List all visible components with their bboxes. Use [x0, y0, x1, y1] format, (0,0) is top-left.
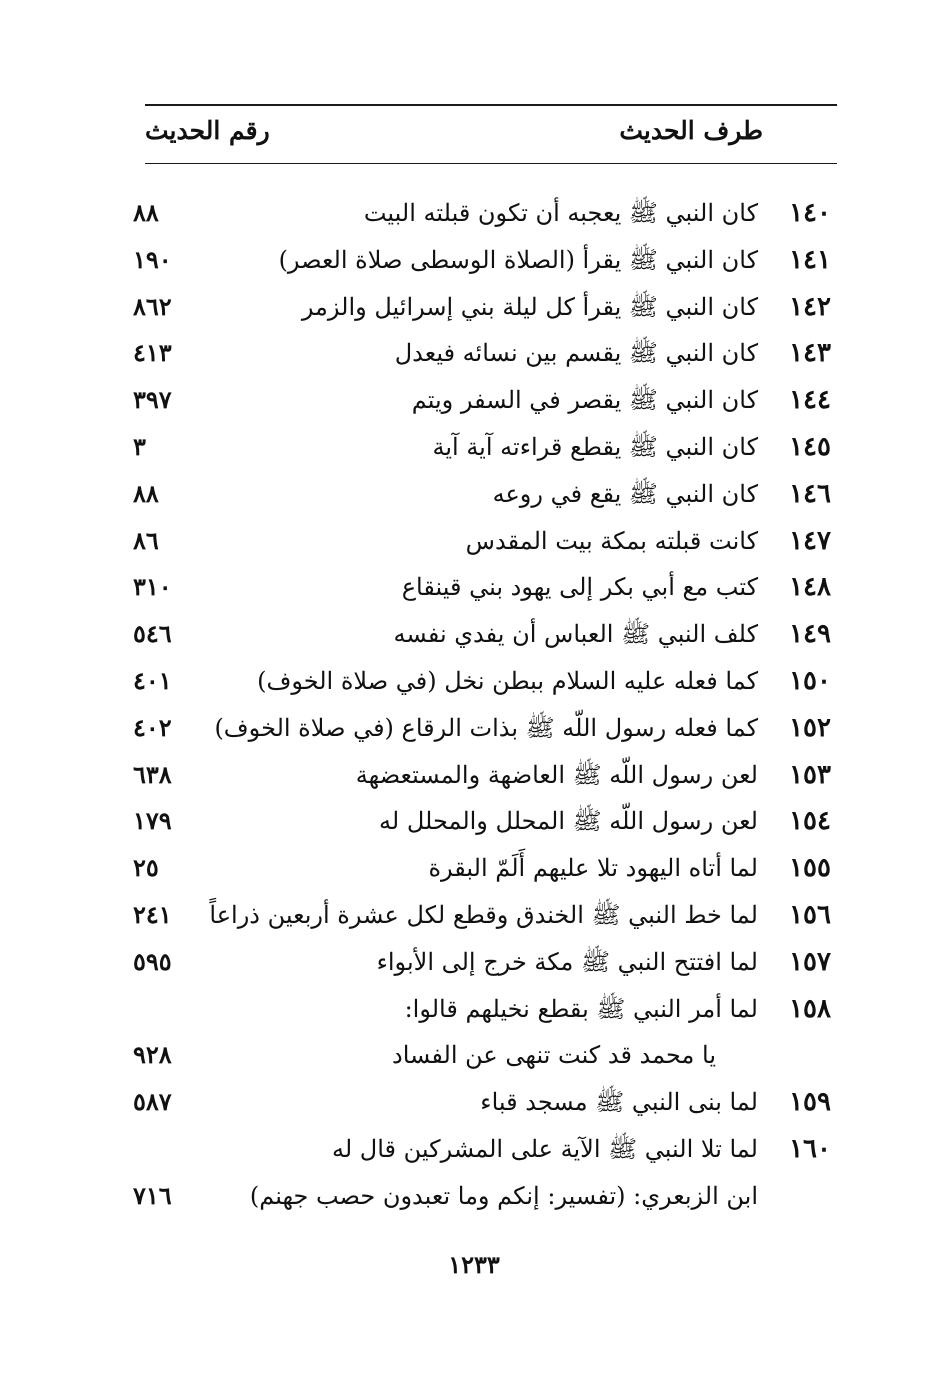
hadith-text: كلف النبي ﷺ العباس أن يفدي نفسه — [393, 620, 758, 649]
table-row — [0, 330, 948, 377]
hadith-text: لعن رسول اللّه ﷺ العاضهة والمستعضهة — [355, 760, 758, 789]
hadith-reference-number: ١٩٠ — [133, 244, 172, 274]
hadith-reference-number: ٨٦٢ — [133, 291, 172, 321]
entry-number: ١٤٤ — [789, 385, 831, 416]
entry-number: ١٤٨ — [789, 572, 831, 603]
table-row — [0, 424, 948, 471]
hadith-text: كما فعله رسول اللّه ﷺ بذات الرقاع (في صلاة الخوف) — [214, 713, 758, 742]
page-number: ١٢٣٣ — [448, 1250, 500, 1279]
hadith-text: كان النبي ﷺ يقسم بين نسائه فيعدل — [394, 339, 758, 368]
table-row — [0, 939, 948, 986]
hadith-reference-number: ٨٨ — [133, 478, 159, 508]
table-row — [0, 1032, 948, 1079]
table-row — [0, 190, 948, 237]
entry-number: ١٤٧ — [789, 525, 831, 556]
entry-number: ١٤٠ — [789, 198, 831, 228]
entry-number: ١٥٣ — [789, 759, 831, 790]
header-bottom-rule — [145, 163, 837, 164]
hadith-reference-number: ٤١٣ — [133, 338, 172, 368]
hadith-reference-number: ٨٦ — [133, 525, 159, 555]
hadith-text: كان النبي ﷺ يقع في روعه — [492, 479, 758, 508]
entry-number: ١٤٩ — [789, 619, 831, 650]
hadith-reference-number: ٣١٠ — [133, 572, 172, 602]
entry-number: ١٥٢ — [789, 712, 831, 743]
hadith-text: كان النبي ﷺ يقرأ (الصلاة الوسطى صلاة العصر) — [278, 245, 758, 274]
hadith-reference-number: ٨٨ — [133, 198, 159, 227]
hadith-reference-number: ٥٨٧ — [133, 1087, 172, 1117]
entry-number: ١٤٢ — [789, 291, 831, 322]
table-row — [0, 564, 948, 611]
table-row — [0, 1126, 948, 1173]
hadith-text: لما تلا النبي ﷺ الآية على المشركين قال له — [331, 1134, 758, 1163]
column-header-hadith-number: رقم الحديث — [145, 116, 270, 145]
entry-number: ١٤١ — [789, 244, 831, 275]
hadith-text: لما بنى النبي ﷺ مسجد قباء — [480, 1088, 758, 1117]
hadith-text: كما فعله عليه السلام ببطن نخل (في صلاة الخوف) — [257, 666, 758, 695]
hadith-text: لما أتاه اليهود تلا عليهم أَلَمّ البقرة — [428, 854, 758, 883]
hadith-reference-number: ٧١٦ — [133, 1180, 172, 1210]
entry-number: ١٥٦ — [789, 899, 831, 930]
hadith-reference-number: ٩٢٨ — [133, 1040, 172, 1070]
entry-number: ١٥٨ — [789, 993, 831, 1024]
table-row — [0, 1173, 948, 1220]
hadith-reference-number: ١٧٩ — [133, 806, 172, 836]
table-row — [0, 845, 948, 892]
hadith-reference-number: ٦٣٨ — [133, 759, 172, 789]
entry-number: ١٥٠ — [789, 665, 831, 696]
hadith-text: لما أمر النبي ﷺ بقطع نخيلهم قالوا: — [404, 994, 758, 1023]
entry-number: ١٤٣ — [789, 338, 831, 369]
hadith-text: لما خط النبي ﷺ الخندق وقطع لكل عشرة أربعين ذراعاً — [209, 900, 758, 929]
table-row — [0, 986, 948, 1033]
column-header-hadith-text: طرف الحديث — [619, 116, 763, 145]
header-top-rule — [145, 104, 837, 106]
index-table — [0, 190, 948, 1220]
hadith-reference-number: ٢٥ — [133, 853, 159, 883]
entry-number: ١٥٥ — [789, 853, 831, 884]
hadith-text: لعن رسول اللّه ﷺ المحلل والمحلل له — [379, 807, 758, 836]
table-row — [0, 892, 948, 939]
table-row — [0, 705, 948, 752]
hadith-text: ابن الزبعري: (تفسير: إنكم وما تعبدون حصب جهنم) — [249, 1181, 758, 1210]
hadith-text: يا محمد قد كنت تنهى عن الفساد — [392, 1041, 716, 1070]
hadith-reference-number: ٣ — [133, 431, 146, 461]
table-row — [0, 1079, 948, 1126]
hadith-reference-number: ٣٩٧ — [133, 385, 172, 415]
hadith-reference-number: ٤٠١ — [133, 665, 172, 695]
table-row — [0, 237, 948, 284]
table-row — [0, 752, 948, 799]
entry-number: ١٥٤ — [789, 806, 831, 837]
entry-number: ١٥٧ — [789, 946, 831, 977]
table-row — [0, 658, 948, 705]
hadith-text: كان النبي ﷺ يقرأ كل ليلة بني إسرائيل والزمر — [301, 292, 758, 321]
table-row — [0, 284, 948, 331]
hadith-reference-number: ٥٤٦ — [133, 619, 172, 649]
entry-number: ١٤٥ — [789, 431, 831, 462]
hadith-reference-number: ٤٠٢ — [133, 712, 172, 742]
table-row — [0, 611, 948, 658]
table-row — [0, 798, 948, 845]
hadith-text: لما افتتح النبي ﷺ مكة خرج إلى الأبواء — [376, 947, 758, 976]
hadith-text: كان النبي ﷺ يقطع قراءته آية آية — [432, 432, 758, 461]
table-row — [0, 518, 948, 565]
entry-number: ١٦٠ — [789, 1133, 831, 1164]
hadith-text: كتب مع أبي بكر إلى يهود بني قينقاع — [401, 573, 758, 602]
table-row — [0, 377, 948, 424]
hadith-reference-number: ٢٤١ — [133, 899, 172, 929]
hadith-text: كان النبي ﷺ يقصر في السفر ويتم — [411, 386, 758, 415]
hadith-text: كانت قبلته بمكة بيت المقدس — [465, 526, 758, 555]
entry-number: ١٤٦ — [789, 478, 831, 509]
hadith-text: كان النبي ﷺ يعجبه أن تكون قبلته البيت — [363, 199, 758, 227]
table-row — [0, 471, 948, 518]
hadith-reference-number: ٥٩٥ — [133, 946, 172, 976]
entry-number: ١٥٩ — [789, 1087, 831, 1118]
